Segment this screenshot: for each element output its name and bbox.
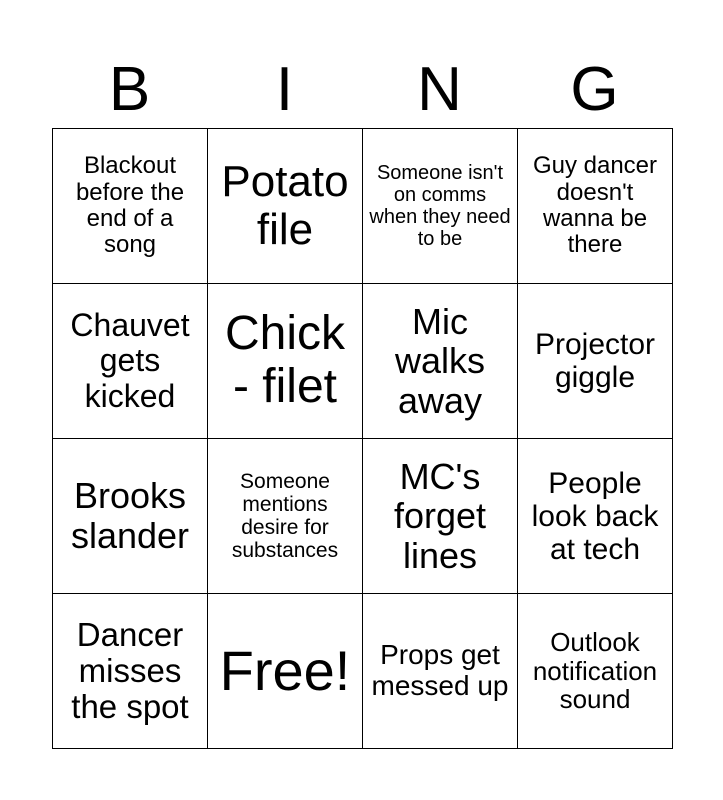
bingo-cell[interactable]: Mic walks away [363,284,518,439]
bingo-cell[interactable]: Chauvet gets kicked [53,284,208,439]
bingo-header [52,52,672,128]
bingo-cell-free-space[interactable]: Free! [208,594,363,749]
header-letter-n: N [417,55,462,124]
bingo-cell[interactable]: Someone mentions desire for substances [208,439,363,594]
bingo-card-grid [52,128,673,749]
bingo-cell[interactable]: People look back at tech [518,439,673,594]
bingo-cell[interactable]: Guy dancer doesn't wanna be there [518,129,673,284]
header-letter-i: I [275,55,294,124]
bingo-cell[interactable]: Projector giggle [518,284,673,439]
bingo-cell[interactable]: MC's forget lines [363,439,518,594]
bingo-cell[interactable]: Props get messed up [363,594,518,749]
header-letter-b: B [108,55,151,124]
bingo-row [53,129,673,284]
bingo-cell[interactable]: Outlook notification sound [518,594,673,749]
bingo-cell[interactable]: Dancer misses the spot [53,594,208,749]
bingo-cell[interactable]: Potato file [208,129,363,284]
bingo-row [53,439,673,594]
bingo-row [53,284,673,439]
bingo-cell[interactable]: Brooks slander [53,439,208,594]
header-letter-g: G [570,55,619,124]
bingo-row [53,594,673,749]
bingo-cell[interactable]: Chick - filet [208,284,363,439]
bingo-cell[interactable]: Blackout before the end of a song [53,129,208,284]
bingo-cell[interactable]: Someone isn't on comms when they need to be [363,129,518,284]
